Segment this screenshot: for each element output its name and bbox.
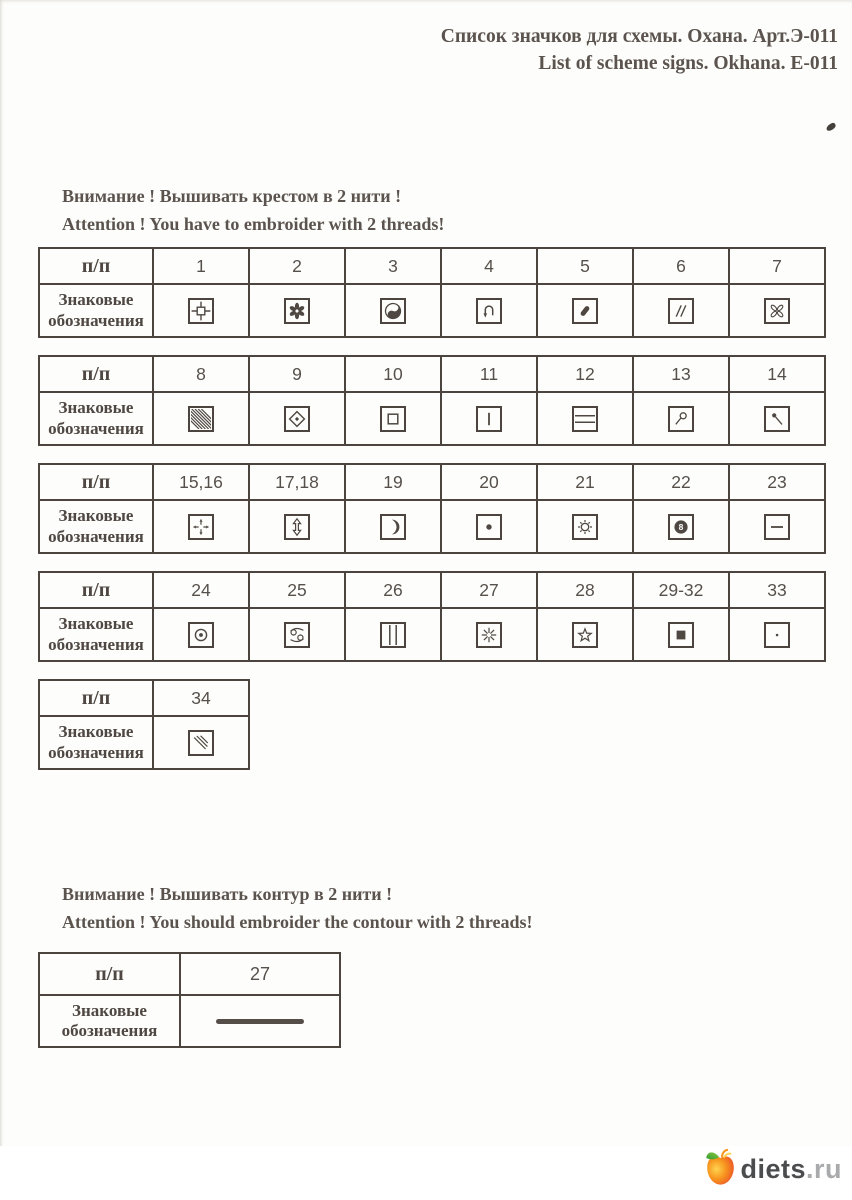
sign-table-5 bbox=[38, 679, 250, 770]
contour-signs-label bbox=[39, 995, 180, 1047]
circle-dot-icon bbox=[188, 622, 214, 648]
sign-table-3 bbox=[38, 463, 826, 554]
title-english: List of scheme signs. Okhana. E-011 bbox=[538, 52, 838, 74]
sign-number-3: 3 bbox=[345, 248, 441, 284]
sign-symbol-cell-24 bbox=[153, 608, 249, 661]
watermark-suffix: .ru bbox=[805, 1154, 842, 1184]
signs-label: Знаковые обозначения bbox=[39, 716, 153, 769]
sign-number-7: 7 bbox=[729, 248, 825, 284]
watermark-text bbox=[740, 1154, 842, 1185]
crescent-icon bbox=[380, 514, 406, 540]
contour-symbol-cell bbox=[180, 995, 340, 1047]
sign-number-17,18: 17,18 bbox=[249, 464, 345, 500]
watermark-strip bbox=[0, 1146, 852, 1200]
sign-number-12: 12 bbox=[537, 356, 633, 392]
contour-index-label: п/п bbox=[39, 953, 180, 995]
square-in-square-icon bbox=[380, 406, 406, 432]
sign-number-27: 27 bbox=[441, 572, 537, 608]
index-label: п/п bbox=[39, 356, 153, 392]
dot-icon bbox=[476, 514, 502, 540]
sign-number-8: 8 bbox=[153, 356, 249, 392]
scan-speck bbox=[825, 122, 837, 132]
sign-symbol-cell-34 bbox=[153, 716, 249, 769]
sign-number-33: 33 bbox=[729, 572, 825, 608]
sign-number-23: 23 bbox=[729, 464, 825, 500]
sign-symbol-cell-4 bbox=[441, 284, 537, 337]
sign-number-28: 28 bbox=[537, 572, 633, 608]
cancer-icon bbox=[284, 622, 310, 648]
sign-number-25: 25 bbox=[249, 572, 345, 608]
vertical-bar-icon bbox=[476, 406, 502, 432]
sun-icon bbox=[572, 514, 598, 540]
eight-ball-icon bbox=[668, 514, 694, 540]
signs-label: Знаковые обозначения bbox=[39, 284, 153, 337]
warning-contour-ru: Внимание ! Вышивать контур в 2 нити ! bbox=[62, 884, 393, 904]
u-turn-arrow-icon bbox=[476, 298, 502, 324]
dot-pin-icon bbox=[764, 406, 790, 432]
sign-table-1 bbox=[38, 247, 826, 338]
svg-text:8: 8 bbox=[678, 521, 684, 532]
index-label: п/п bbox=[39, 248, 153, 284]
index-label: п/п bbox=[39, 464, 153, 500]
warning-cross-ru: Внимание ! Вышивать крестом в 2 нити ! bbox=[62, 186, 402, 206]
yin-yang-icon bbox=[380, 298, 406, 324]
sign-symbol-cell-15,16 bbox=[153, 500, 249, 553]
signs-label-line2: обозначения bbox=[61, 1021, 158, 1040]
diamond-dot-icon bbox=[284, 406, 310, 432]
contour-table bbox=[38, 952, 341, 1048]
sign-number-34: 34 bbox=[153, 680, 249, 716]
sign-number-24: 24 bbox=[153, 572, 249, 608]
sign-number-19: 19 bbox=[345, 464, 441, 500]
sign-symbol-cell-3 bbox=[345, 284, 441, 337]
sign-tables-area bbox=[38, 247, 826, 787]
sign-symbol-cell-8 bbox=[153, 392, 249, 445]
vertical-bars-icon bbox=[380, 622, 406, 648]
diets-logo bbox=[704, 1148, 842, 1191]
sign-number-29-32: 29-32 bbox=[633, 572, 729, 608]
filled-square-icon bbox=[668, 622, 694, 648]
sign-number-21: 21 bbox=[537, 464, 633, 500]
sign-number-26: 26 bbox=[345, 572, 441, 608]
warning-cross-en: Attention ! You have to embroider with 2 threads! bbox=[62, 214, 445, 234]
sign-symbol-cell-19 bbox=[345, 500, 441, 553]
sign-number-10: 10 bbox=[345, 356, 441, 392]
diagonal-hatch-icon bbox=[188, 406, 214, 432]
flower-icon bbox=[284, 298, 310, 324]
sign-number-6: 6 bbox=[633, 248, 729, 284]
sign-number-4: 4 bbox=[441, 248, 537, 284]
signs-label: Знаковые обозначения bbox=[39, 500, 153, 553]
sign-number-22: 22 bbox=[633, 464, 729, 500]
arrow-cross-icon bbox=[188, 514, 214, 540]
sign-number-5: 5 bbox=[537, 248, 633, 284]
signs-label: Знаковые обозначения bbox=[39, 392, 153, 445]
star-outline-icon bbox=[572, 622, 598, 648]
sign-symbol-cell-10 bbox=[345, 392, 441, 445]
sign-symbol-cell-1 bbox=[153, 284, 249, 337]
sign-symbol-cell-7 bbox=[729, 284, 825, 337]
sign-number-15,16: 15,16 bbox=[153, 464, 249, 500]
updown-arrow-icon bbox=[284, 514, 310, 540]
sign-symbol-cell-13 bbox=[633, 392, 729, 445]
warning-cross-stitch bbox=[62, 182, 444, 238]
sign-number-13: 13 bbox=[633, 356, 729, 392]
crosshair-square-icon bbox=[188, 298, 214, 324]
watermark-name: diets bbox=[740, 1154, 806, 1184]
warning-contour-en: Attention ! You should embroider the contour with 2 threads! bbox=[62, 912, 533, 932]
sign-symbol-cell-6 bbox=[633, 284, 729, 337]
horizontal-bars-icon bbox=[572, 406, 598, 432]
sign-number-9: 9 bbox=[249, 356, 345, 392]
sign-symbol-cell-33 bbox=[729, 608, 825, 661]
sign-symbol-cell-17,18 bbox=[249, 500, 345, 553]
contour-line-icon bbox=[216, 1019, 304, 1024]
sign-symbol-cell-5 bbox=[537, 284, 633, 337]
warning-contour bbox=[62, 880, 533, 936]
contour-sign-number: 27 bbox=[180, 953, 340, 995]
double-slash-icon bbox=[668, 298, 694, 324]
sign-symbol-cell-12 bbox=[537, 392, 633, 445]
page-title bbox=[441, 24, 838, 78]
horizontal-bar-icon bbox=[764, 514, 790, 540]
sign-symbol-cell-26 bbox=[345, 608, 441, 661]
corner-hatch-icon bbox=[188, 730, 214, 756]
sign-symbol-cell-2 bbox=[249, 284, 345, 337]
sign-symbol-cell-27 bbox=[441, 608, 537, 661]
sign-table-2 bbox=[38, 355, 826, 446]
sign-symbol-cell-21 bbox=[537, 500, 633, 553]
circle-pin-icon bbox=[668, 406, 694, 432]
sign-number-1: 1 bbox=[153, 248, 249, 284]
sign-number-20: 20 bbox=[441, 464, 537, 500]
sign-symbol-cell-29-32 bbox=[633, 608, 729, 661]
starburst-icon bbox=[476, 622, 502, 648]
sign-symbol-cell-14 bbox=[729, 392, 825, 445]
sign-number-11: 11 bbox=[441, 356, 537, 392]
sign-symbol-cell-22 bbox=[633, 500, 729, 553]
index-label: п/п bbox=[39, 680, 153, 716]
petal-x-icon bbox=[764, 298, 790, 324]
sign-table-4 bbox=[38, 571, 826, 662]
sign-symbol-cell-20 bbox=[441, 500, 537, 553]
sign-symbol-cell-23 bbox=[729, 500, 825, 553]
sign-symbol-cell-25 bbox=[249, 608, 345, 661]
sign-number-14: 14 bbox=[729, 356, 825, 392]
small-dot-icon bbox=[764, 622, 790, 648]
sign-number-2: 2 bbox=[249, 248, 345, 284]
signs-label: Знаковые обозначения bbox=[39, 608, 153, 661]
apple-icon bbox=[704, 1148, 737, 1191]
title-russian: Список значков для схемы. Охана. Арт.Э-011 bbox=[440, 26, 838, 47]
index-label: п/п bbox=[39, 572, 153, 608]
filled-blob-icon bbox=[572, 298, 598, 324]
sign-symbol-cell-11 bbox=[441, 392, 537, 445]
sign-symbol-cell-9 bbox=[249, 392, 345, 445]
signs-label-line1: Знаковые bbox=[72, 1000, 147, 1020]
sign-symbol-cell-28 bbox=[537, 608, 633, 661]
